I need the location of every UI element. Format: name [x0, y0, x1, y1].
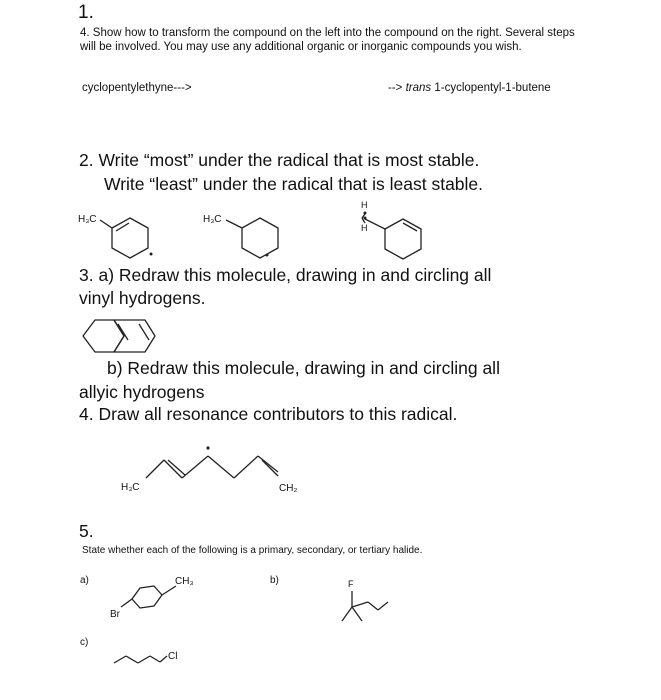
question-1-left-compound: cyclopentylethyne--->: [82, 82, 192, 94]
halide-a-structure: [121, 586, 176, 608]
question-3a-line-1: 3. a) Redraw this molecule, drawing in and circling all: [79, 265, 492, 285]
question-4-text: 4. Draw all resonance contributors to this radical.: [79, 404, 458, 424]
br-label: Br: [110, 609, 120, 620]
h-label-bottom: H: [361, 223, 368, 233]
question-1-number: 1.: [78, 2, 94, 23]
arrow-text: -->: [388, 82, 403, 94]
trans-label: trans: [405, 82, 432, 94]
h3c-label-1: H₃C: [78, 214, 97, 225]
halide-c-structure: [114, 656, 167, 663]
h-label-top: H: [361, 200, 368, 210]
question-3b-line-1: b) Redraw this molecule, drawing in and circling all: [107, 358, 500, 378]
allylic-radical-chain: [146, 446, 278, 478]
halide-b-structure: [342, 591, 388, 621]
question-3b-line-2: allyic hydrogens: [79, 382, 205, 402]
question-5c-label: c): [80, 637, 89, 648]
question-2-line-2: Write “least” under the radical that is least stable.: [104, 174, 484, 194]
compound-name: 1-cyclopentyl-1-butene: [434, 82, 551, 94]
bicyclic-diene-structure: [83, 320, 155, 352]
ch2-label-q4: CH₂: [279, 483, 298, 494]
radical-1-structure: [100, 218, 153, 258]
h3c-label-2: H₃C: [203, 214, 222, 225]
ch3-label: CH₃: [175, 576, 194, 587]
question-5-number: 5.: [79, 521, 94, 541]
question-3a-line-2: vinyl hydrogens.: [79, 288, 206, 308]
question-5b-label: b): [270, 575, 279, 586]
question-2-line-1: 2. Write “most” under the radical that is most stable.: [79, 150, 480, 170]
f-label: F: [348, 579, 354, 589]
question-5-text: State whether each of the following is a primary, secondary, or tertiary halide.: [82, 545, 423, 556]
radical-3-structure: [362, 212, 421, 260]
question-5a-label: a): [80, 575, 89, 586]
radical-2-structure: [226, 218, 278, 258]
question-1-text: 4. Show how to transform the compound on the left into the compound on the right. Several steps will be involved. You may use any additional organic or inorganic compounds you wish.: [80, 27, 575, 53]
cl-label: Cl: [168, 651, 178, 662]
h3c-label-q4: H₃C: [121, 482, 140, 493]
